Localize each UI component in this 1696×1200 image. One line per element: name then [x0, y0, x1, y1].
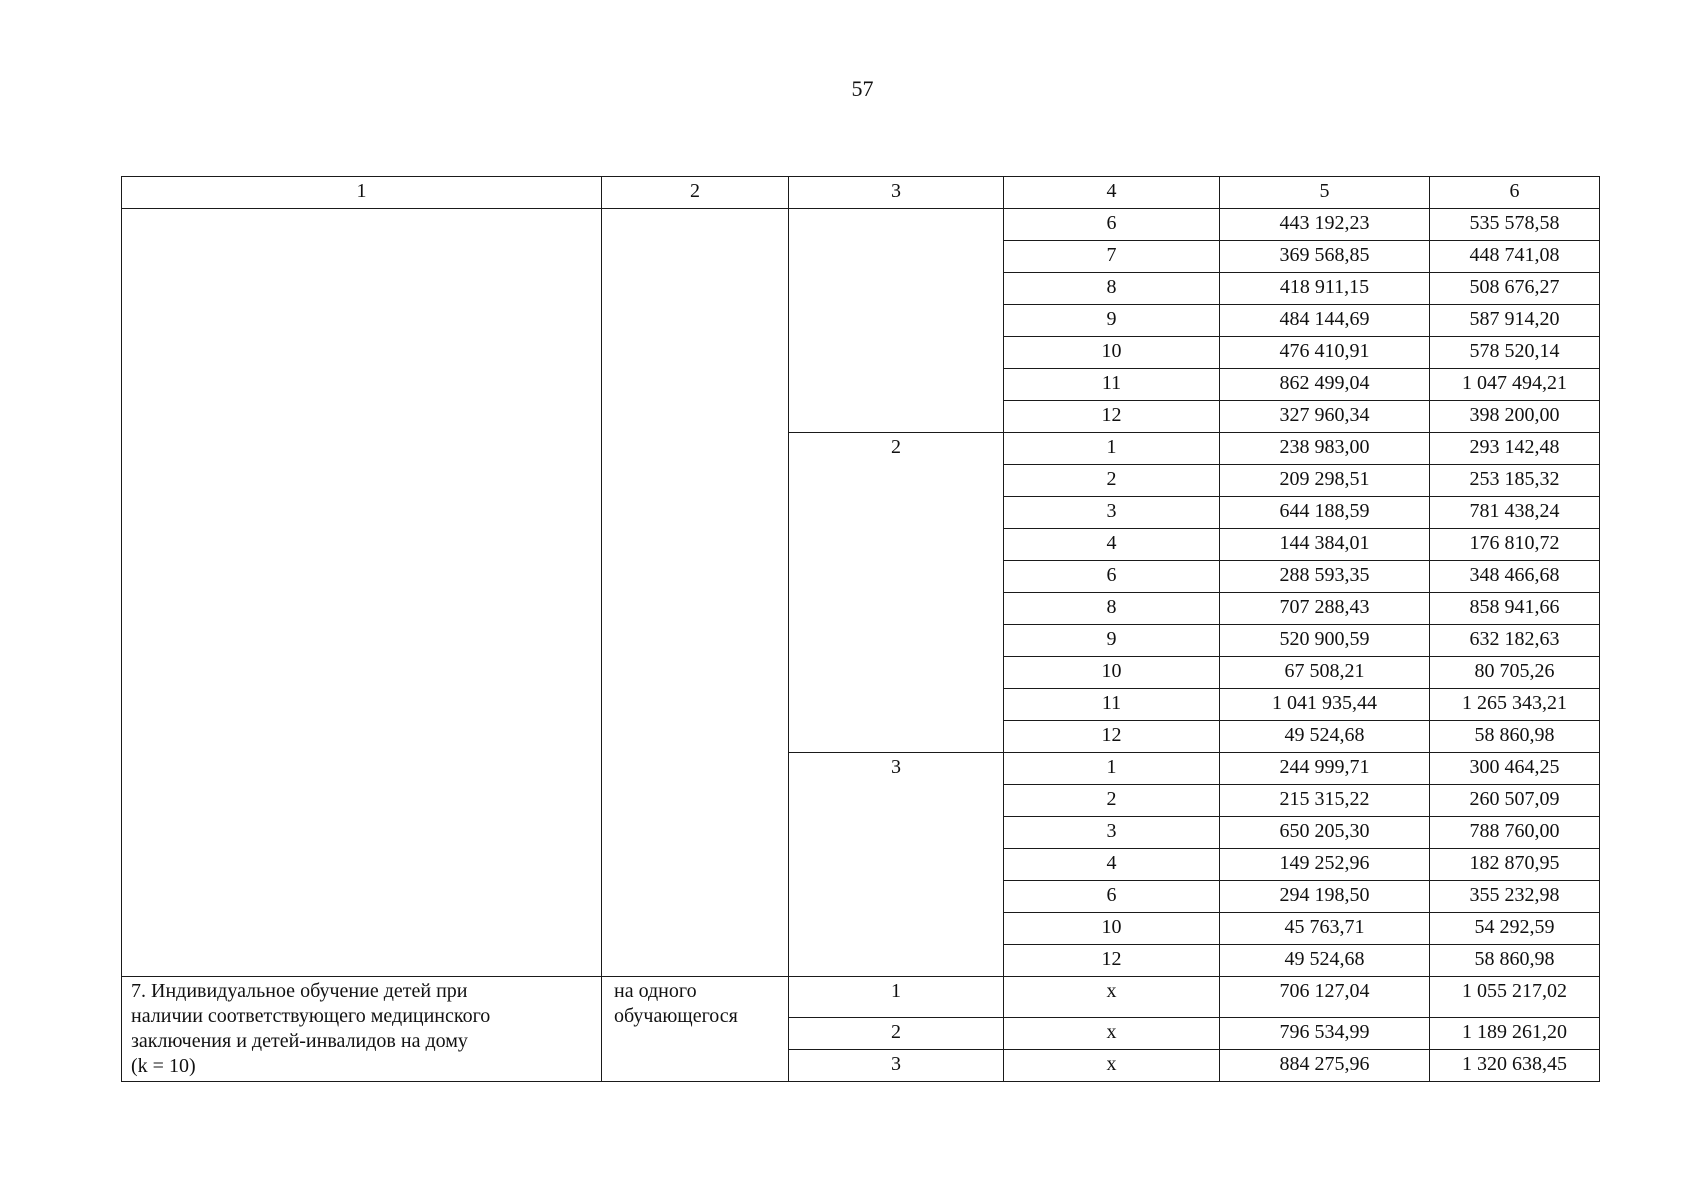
value-cell: 418 911,15	[1220, 273, 1430, 305]
header-cell: 1	[122, 177, 602, 209]
value-cell: 443 192,23	[1220, 209, 1430, 241]
code-cell: 8	[1004, 593, 1220, 625]
code-cell: 10	[1004, 913, 1220, 945]
unit-line: на одного	[614, 980, 697, 1002]
value-cell: 520 900,59	[1220, 625, 1430, 657]
code-cell: 6	[1004, 881, 1220, 913]
value-cell: 244 999,71	[1220, 753, 1430, 785]
value-cell: 788 760,00	[1430, 817, 1600, 849]
value-cell: 862 499,04	[1220, 369, 1430, 401]
unit-cell	[602, 977, 789, 1082]
tariff-table	[121, 176, 1600, 1082]
value-cell: 1 189 261,20	[1430, 1018, 1600, 1050]
header-cell: 5	[1220, 177, 1430, 209]
group-cell: 2	[789, 433, 1004, 753]
value-cell: 632 182,63	[1430, 625, 1600, 657]
header-row	[122, 177, 1600, 209]
code-cell: 11	[1004, 689, 1220, 721]
code-cell: х	[1004, 1018, 1220, 1050]
value-cell: 1 041 935,44	[1220, 689, 1430, 721]
value-cell: 796 534,99	[1220, 1018, 1430, 1050]
group-cell: 2	[789, 1018, 1004, 1050]
value-cell: 535 578,58	[1430, 209, 1600, 241]
code-cell: х	[1004, 977, 1220, 1018]
value-cell: 253 185,32	[1430, 465, 1600, 497]
group-cell: 3	[789, 753, 1004, 977]
code-cell: 4	[1004, 529, 1220, 561]
code-cell: 12	[1004, 721, 1220, 753]
code-cell: 6	[1004, 209, 1220, 241]
value-cell: 45 763,71	[1220, 913, 1430, 945]
value-cell: 49 524,68	[1220, 721, 1430, 753]
unit-cell	[602, 209, 789, 977]
code-cell: 4	[1004, 849, 1220, 881]
value-cell: 858 941,66	[1430, 593, 1600, 625]
value-cell: 294 198,50	[1220, 881, 1430, 913]
value-cell: 508 676,27	[1430, 273, 1600, 305]
service-name-cell	[122, 977, 602, 1082]
value-cell: 58 860,98	[1430, 721, 1600, 753]
value-cell: 144 384,01	[1220, 529, 1430, 561]
code-cell: 6	[1004, 561, 1220, 593]
code-cell: 12	[1004, 401, 1220, 433]
value-cell: 476 410,91	[1220, 337, 1430, 369]
value-cell: 650 205,30	[1220, 817, 1430, 849]
table-row	[122, 977, 1600, 1018]
header-cell: 6	[1430, 177, 1600, 209]
code-cell: 2	[1004, 465, 1220, 497]
value-cell: 578 520,14	[1430, 337, 1600, 369]
value-cell: 884 275,96	[1220, 1050, 1430, 1082]
value-cell: 484 144,69	[1220, 305, 1430, 337]
code-cell: 1	[1004, 433, 1220, 465]
value-cell: 288 593,35	[1220, 561, 1430, 593]
table-row	[122, 209, 1600, 241]
tariff-table-container	[121, 176, 1599, 1082]
value-cell: 182 870,95	[1430, 849, 1600, 881]
code-cell: х	[1004, 1050, 1220, 1082]
value-cell: 355 232,98	[1430, 881, 1600, 913]
code-cell: 2	[1004, 785, 1220, 817]
code-cell: 7	[1004, 241, 1220, 273]
page-number: 57	[851, 76, 874, 101]
value-cell: 176 810,72	[1430, 529, 1600, 561]
value-cell: 706 127,04	[1220, 977, 1430, 1018]
value-cell: 293 142,48	[1430, 433, 1600, 465]
value-cell: 215 315,22	[1220, 785, 1430, 817]
value-cell: 58 860,98	[1430, 945, 1600, 977]
service-name-line: заключения и детей-инвалидов на дому	[131, 1030, 468, 1052]
header-cell: 3	[789, 177, 1004, 209]
value-cell: 49 524,68	[1220, 945, 1430, 977]
unit-line: обучающегося	[614, 1005, 738, 1027]
code-cell: 3	[1004, 817, 1220, 849]
code-cell: 10	[1004, 337, 1220, 369]
value-cell: 209 298,51	[1220, 465, 1430, 497]
value-cell: 149 252,96	[1220, 849, 1430, 881]
group-cell	[789, 209, 1004, 433]
service-name-line: (k = 10)	[131, 1055, 196, 1077]
code-cell: 9	[1004, 625, 1220, 657]
value-cell: 300 464,25	[1430, 753, 1600, 785]
group-cell: 1	[789, 977, 1004, 1018]
value-cell: 80 705,26	[1430, 657, 1600, 689]
code-cell: 11	[1004, 369, 1220, 401]
group-cell: 3	[789, 1050, 1004, 1082]
value-cell: 1 265 343,21	[1430, 689, 1600, 721]
value-cell: 644 188,59	[1220, 497, 1430, 529]
service-name-line: 7. Индивидуальное обучение детей при	[131, 980, 468, 1002]
code-cell: 3	[1004, 497, 1220, 529]
value-cell: 587 914,20	[1430, 305, 1600, 337]
value-cell: 238 983,00	[1220, 433, 1430, 465]
value-cell: 348 466,68	[1430, 561, 1600, 593]
code-cell: 10	[1004, 657, 1220, 689]
value-cell: 327 960,34	[1220, 401, 1430, 433]
value-cell: 260 507,09	[1430, 785, 1600, 817]
service-name-line: наличии соответствующего медицинского	[131, 1005, 491, 1027]
table-body	[122, 177, 1600, 1082]
value-cell: 781 438,24	[1430, 497, 1600, 529]
code-cell: 8	[1004, 273, 1220, 305]
code-cell: 9	[1004, 305, 1220, 337]
value-cell: 1 320 638,45	[1430, 1050, 1600, 1082]
service-name-cell	[122, 209, 602, 977]
code-cell: 1	[1004, 753, 1220, 785]
value-cell: 67 508,21	[1220, 657, 1430, 689]
value-cell: 1 047 494,21	[1430, 369, 1600, 401]
value-cell: 398 200,00	[1430, 401, 1600, 433]
header-cell: 2	[602, 177, 789, 209]
value-cell: 369 568,85	[1220, 241, 1430, 273]
value-cell: 54 292,59	[1430, 913, 1600, 945]
value-cell: 707 288,43	[1220, 593, 1430, 625]
code-cell: 12	[1004, 945, 1220, 977]
value-cell: 448 741,08	[1430, 241, 1600, 273]
header-cell: 4	[1004, 177, 1220, 209]
value-cell: 1 055 217,02	[1430, 977, 1600, 1018]
